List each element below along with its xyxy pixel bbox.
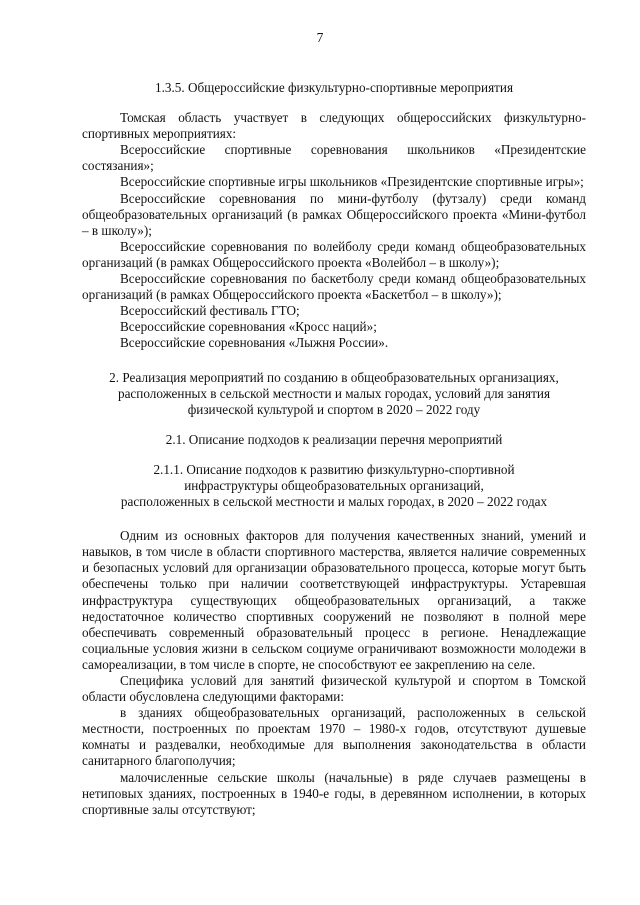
section-2-1-title: 2.1. Описание подходов к реализации перечня мероприятий (165, 431, 503, 447)
event-item: Всероссийские соревнования по волейболу среди команд общеобразовательных организаций (в рамках Общероссийского проекта «Волейбол – в школу»); (82, 238, 586, 270)
event-item: Всероссийские соревнования «Лыжня России». (120, 335, 389, 351)
event-item: Всероссийские соревнования «Кросс наций»; (120, 319, 377, 335)
section-2-title (82, 370, 586, 418)
section-2-title-line: 2. Реализация мероприятий по созданию в общеобразовательных организациях, (109, 369, 559, 385)
section-2-title-line: физической культурой и спортом в 2020 – 2022 году (187, 401, 481, 417)
body-paragraph: Специфика условий для занятий физической культурой и спортом в Томской области обусловлена следующими факторами: (82, 673, 586, 705)
heading-1-3-5: 1.3.5. Общероссийские физкультурно-спортивные мероприятия (154, 80, 514, 95)
event-item: Всероссийский фестиваль ГТО; (120, 303, 300, 319)
event-item: Всероссийские соревнования по баскетболу среди команд общеобразовательных организаций (в рамках Общероссийского проекта «Баскетбол – в школу»); (82, 271, 586, 303)
body-paragraph: малочисленные сельские школы (начальные) в ряде случаев размещены в нетиповых зданиях, построенных в 1940-е годы, в деревянном исполнении, в которых спортивные залы отсутствуют; (82, 769, 586, 817)
page-content (82, 80, 586, 818)
section-2-1-1-title (82, 462, 586, 510)
section-2-1-1-title-line: 2.1.1. Описание подходов к развитию физкультурно-спортивной (153, 461, 515, 477)
event-item: Всероссийские соревнования по мини-футболу (футзалу) среди команд общеобразовательных организаций (в рамках Общероссийского проекта «Мини-футбол – в школу»); (82, 190, 586, 238)
section-2-1-1-title-line: расположенных в сельской местности и малых городах, в 2020 – 2022 годах (120, 494, 548, 510)
section-2-1-1-title-line: инфраструктуры общеобразовательных организаций, (184, 477, 484, 493)
section-2-title-line: расположенных в сельской местности и малых городах, условий для занятия (117, 385, 551, 401)
event-item: Всероссийские спортивные соревнования школьников «Президентские состязания»; (82, 142, 586, 174)
event-item: Всероссийские спортивные игры школьников «Президентские спортивные игры»; (120, 174, 584, 190)
body-paragraph: в зданиях общеобразовательных организаций, расположенных в сельской местности, построенных по проектам 1970 – 1980-х годов, отсутствуют душевые комнаты и раздевалки, необходимые для выполнения законодательства в области санитарного благополучия; (82, 705, 586, 769)
body-paragraph: Одним из основных факторов для получения качественных знаний, умений и навыков, в том числе в области спортивного мастерства, является наличие современных и безопасных условий для организации образовательного процесса, которые могут быть обеспечены только при наличии соответствующей инфраструктуры. Устаревшая инфраструктура существующих общеобразовательных организаций, а также недостаточное количество спортивных сооружений не позволяют в полной мере обеспечивать современный образовательный процесс в регионе. Ненадлежащие социальные условия жизни в сельском социуме ограничивают возможности молодежи в самореализации, в том числе в спорте, не способствуют ее закреплению на селе. (82, 528, 586, 672)
page-number: 7 (316, 30, 324, 45)
intro-paragraph: Томская область участвует в следующих общероссийских физкультурно-спортивных мероприятиях: (82, 110, 586, 142)
